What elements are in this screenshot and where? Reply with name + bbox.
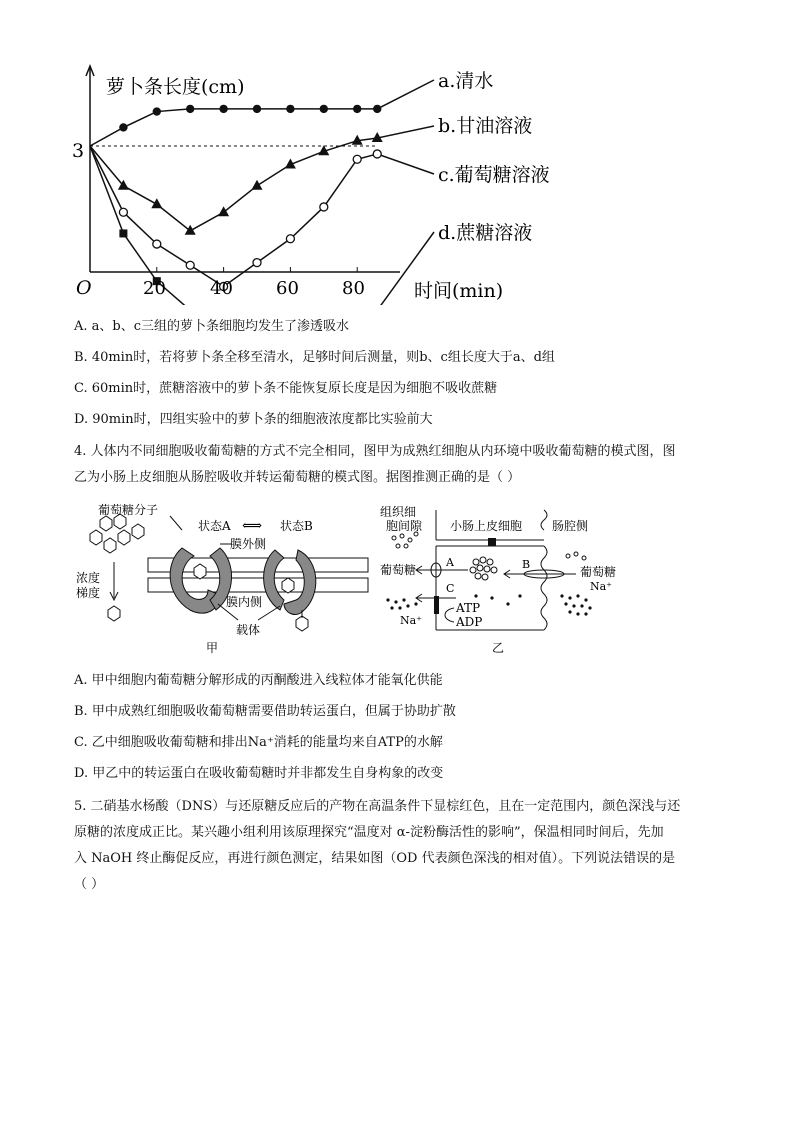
label-b: B: [522, 558, 531, 571]
pump-c: [434, 596, 439, 614]
glucose-right-label: 葡萄糖: [580, 565, 617, 579]
tissue-gap-label-2: 胞间隙: [386, 519, 423, 533]
marker-a-80: [353, 105, 361, 113]
arrow-a: [416, 566, 468, 574]
na-right-label: Na⁺: [590, 580, 612, 593]
y-tick-label-3: 3: [72, 140, 85, 162]
marker-a-86: [373, 105, 381, 113]
marker-a-40: [219, 105, 227, 113]
marker-b-20: [151, 198, 162, 208]
tissue-glucose-dots: [392, 532, 418, 548]
inner-side-label: 膜内侧: [226, 595, 263, 609]
marker-d-10: [119, 229, 127, 237]
series-line-d: [90, 146, 377, 305]
glucose-molecules-outside: [90, 514, 144, 553]
concentration-gradient-arrow: [110, 562, 118, 600]
marker-a-60: [286, 105, 294, 113]
q5-line-4: （ ）: [74, 877, 105, 892]
figure-yi-caption: 乙: [492, 641, 505, 655]
na-left-label: Na⁺: [400, 614, 422, 627]
marker-c-80: [353, 155, 361, 163]
arrow-b: [504, 570, 576, 578]
gradient-label-1: 浓度: [76, 571, 101, 585]
state-b-label: 状态B: [280, 519, 313, 533]
legend-label-d: d.蔗糖溶液: [438, 222, 533, 244]
glucose-molecule-inside: [108, 606, 120, 621]
q4-option-b: B. 甲中成熟红细胞吸收葡萄糖需要借助转运蛋白，但属于协助扩散: [74, 704, 456, 719]
legend-label-b: b.甘油溶液: [438, 115, 533, 137]
glucose-left-label: 葡萄糖: [380, 563, 417, 577]
outer-side-label: 膜外侧: [230, 537, 267, 551]
state-a-label: 状态A: [198, 519, 231, 533]
q3-option-d: D. 90min时，四组实验中的萝卜条的细胞液浓度都比实验前大: [74, 412, 433, 427]
atp-adp-arrow: [445, 608, 454, 622]
figure-jia-erythrocyte-glucose: [70, 500, 370, 660]
marker-c-86: [373, 150, 381, 158]
q5-line-3: 入 NaOH 终止酶促反应，再进行颜色测定，结果如图（OD 代表颜色深浅的相对值）。下列说法错误的是: [74, 851, 676, 866]
y-axis-label: 萝卜条长度(cm): [106, 76, 245, 98]
x-tick-label-20: 20: [143, 278, 166, 299]
marker-a-50: [253, 105, 261, 113]
marker-c-60: [286, 235, 294, 243]
figure-jia-caption: 甲: [206, 641, 219, 655]
marker-b-30: [185, 225, 196, 235]
q4-option-d: D. 甲乙中的转运蛋白在吸收葡萄糖时并非都发生自身构象的改变: [74, 766, 444, 781]
marker-c-30: [186, 261, 194, 269]
state-arrow: ⟺: [242, 518, 263, 534]
x-axis-label: 时间(min): [414, 280, 504, 302]
lumen-glucose-dots: [566, 552, 586, 560]
q3-option-a: A. a、b、c三组的萝卜条细胞均发生了渗透吸水: [74, 319, 350, 334]
q3-option-b: B. 40min时，若将萝卜条全移至清水，足够时间后测量，则b、c组长度大于a、d组: [74, 350, 555, 365]
intracellular-na-dots: [474, 594, 521, 605]
length-time-chart: [0, 0, 794, 305]
carrier-label: 载体: [236, 623, 261, 637]
series-line-b: [90, 138, 377, 231]
marker-c-20: [153, 240, 161, 248]
q4-stem: [74, 439, 726, 491]
label-a: A: [446, 556, 454, 569]
intracellular-glucose-cluster: [470, 557, 497, 580]
figure-yi-intestinal-cell: [380, 500, 630, 660]
legend-label-c: c.葡萄糖溶液: [438, 164, 550, 186]
x-tick-label-80: 80: [342, 278, 365, 299]
q4-option-a: A. 甲中细胞内葡萄糖分解形成的丙酮酸进入线粒体才能氧化供能: [74, 673, 443, 688]
marker-b-50: [252, 180, 263, 190]
label-c: C: [446, 582, 455, 595]
q3-option-c: C. 60min时，蔗糖溶液中的萝卜条不能恢复原长度是因为细胞不吸收蔗糖: [74, 381, 498, 396]
origin-label: O: [76, 277, 92, 299]
glucose-label-pointer: [170, 516, 182, 530]
adp-label: ADP: [456, 615, 483, 629]
intestinal-cell-label: 小肠上皮细胞: [450, 519, 523, 533]
marker-b-40: [218, 206, 229, 216]
tissue-na-dots: [386, 598, 417, 609]
marker-a-10: [119, 123, 127, 131]
q5-stem: [74, 794, 726, 898]
q5-line-2: 原糖的浓度成正比。某兴趣小组利用该原理探究“温度对 α-淀粉酶活性的影响”，保温相同时间后，先加: [74, 825, 664, 840]
legend-leader-a: [377, 80, 434, 109]
glucose-molecule-label: 葡萄糖分子: [98, 503, 159, 517]
marker-c-70: [320, 203, 328, 211]
atp-label: ATP: [456, 601, 481, 615]
tissue-gap-label-1: 组织细: [380, 505, 417, 519]
legend-leader-c: [377, 154, 434, 174]
legend-leader-b: [377, 126, 434, 138]
carrier-state-b: [264, 550, 316, 614]
series-line-c: [90, 146, 377, 286]
gradient-label-2: 梯度: [76, 586, 101, 600]
marker-c-10: [119, 208, 127, 216]
lumen-na-dots: [560, 594, 591, 615]
q5-line-1: 5. 二硝基水杨酸（DNS）与还原糖反应后的产物在高温条件下显棕红色，且在一定范围内，颜色深浅与还: [74, 799, 681, 814]
legend-label-a: a.清水: [438, 70, 494, 92]
series-line-a: [90, 109, 377, 146]
q4-stem-line-2: 乙为小肠上皮细胞从肠腔吸收并转运葡萄糖的模式图。据图推测正确的是（ ）: [74, 470, 521, 485]
marker-a-20: [153, 107, 161, 115]
tight-junction: [488, 538, 496, 546]
x-tick-label-40: 40: [210, 278, 233, 299]
marker-a-70: [320, 105, 328, 113]
q4-option-c: C. 乙中细胞吸收葡萄糖和排出Na⁺消耗的能量均来自ATP的水解: [74, 735, 443, 750]
q4-stem-line-1: 4. 人体内不同细胞吸收葡萄糖的方式不完全相同，图甲为成熟红细胞从内环境中吸收葡萄糖的模式图，图: [74, 444, 676, 459]
x-tick-label-60: 60: [276, 278, 299, 299]
marker-c-50: [253, 259, 261, 267]
marker-a-30: [186, 105, 194, 113]
lumen-label: 肠腔侧: [552, 519, 589, 533]
